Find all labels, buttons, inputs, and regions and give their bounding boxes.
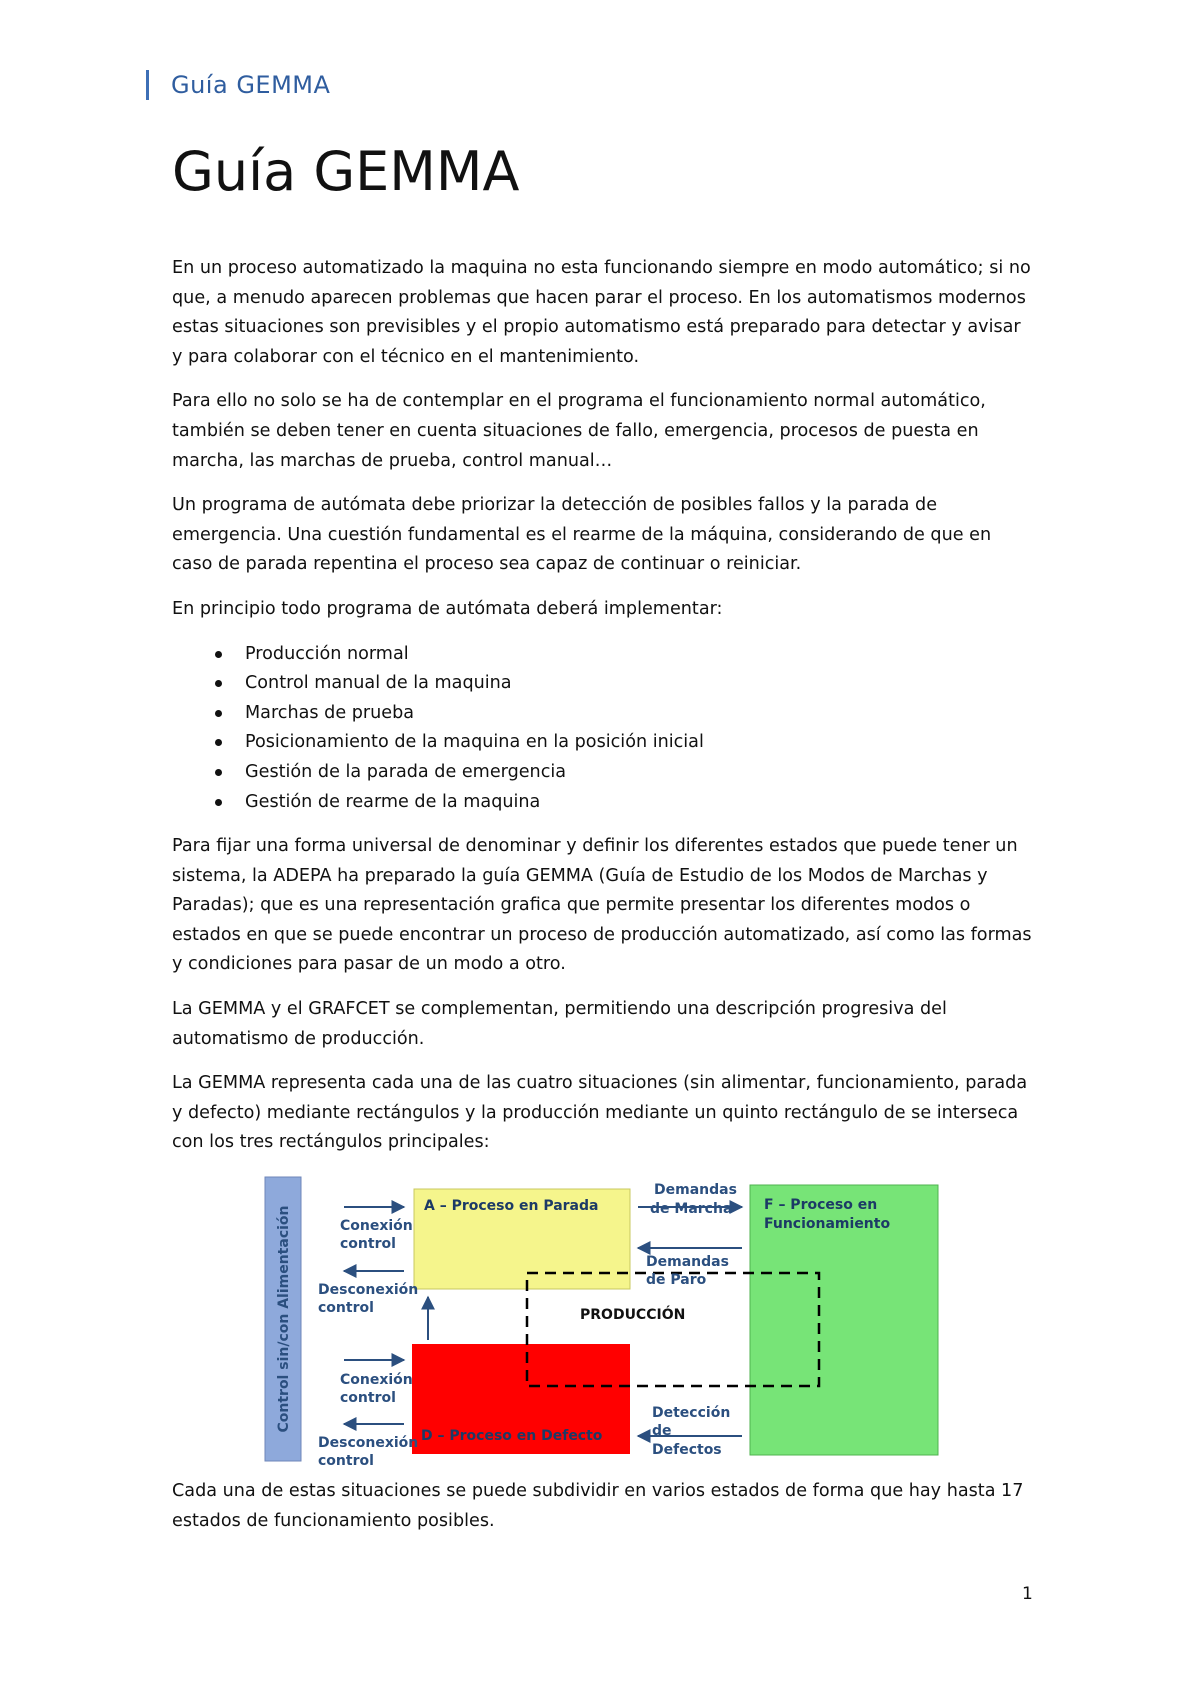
deteccion-line3: Defectos (652, 1442, 722, 1459)
box-d-label: D – Proceso en Defecto (421, 1428, 603, 1445)
header-accent-bar (146, 70, 149, 100)
list-item: Gestión de la parada de emergencia (172, 758, 1032, 788)
desconexion-top-line1: Desconexión (318, 1282, 419, 1299)
bullet-icon (215, 799, 222, 806)
demandas-paro-line1: Demandas (646, 1254, 729, 1271)
desconexion-bottom-line1: Desconexión (318, 1435, 419, 1452)
list-item: Marchas de prueba (172, 699, 1032, 729)
box-f-label-line2: Funcionamiento (764, 1216, 891, 1233)
bullet-icon (215, 680, 222, 687)
box-f-label-line1: F – Proceso en (764, 1197, 878, 1214)
conexion-top-line2: control (340, 1236, 396, 1253)
box-a-label: A – Proceso en Parada (424, 1198, 599, 1215)
running-header (146, 70, 330, 100)
list-item: Control manual de la maquina (172, 669, 1032, 699)
requirements-list (172, 640, 1032, 818)
deteccion-line1: Detección (652, 1405, 731, 1422)
gemma-diagram (262, 1173, 942, 1465)
paragraph: Para fijar una forma universal de denominar y definir los diferentes estados que puede tener un sistema, la ADEPA ha preparado la guía GEMMA (Guía de Estudio de los Modos de Marchas y Paradas); que es una representación grafica que permite presentar los diferentes modos o estados en que se puede encontrar un proceso de producción automatizado, así como las formas y condiciones para pasar de un modo a otro. (172, 836, 1032, 975)
paragraph: En principio todo programa de autómata deberá implementar: (172, 598, 723, 619)
document-body (172, 254, 1032, 1551)
bullet-icon (215, 710, 222, 717)
desconexion-top-line2: control (318, 1300, 374, 1317)
conexion-bottom-line1: Conexión (340, 1372, 413, 1389)
paragraph: La GEMMA representa cada una de las cuatro situaciones (sin alimentar, funcionamiento, parada y defecto) mediante rectángulos y la producción mediante un quinto rectángulo de se interseca con los tres rectángulos principales: (172, 1073, 1028, 1153)
list-item: Posicionamiento de la maquina en la posición inicial (172, 728, 1032, 758)
paragraph: Para ello no solo se ha de contemplar en el programa el funcionamiento normal automático, también se deben tener en cuenta situaciones de fallo, emergencia, procesos de puesta en marcha, las marchas de prueba, control manual… (172, 391, 986, 471)
side-power-label: Control sin/con Alimentación (276, 1205, 292, 1433)
paragraph: Un programa de autómata debe priorizar la detección de posibles fallos y la parada de emergencia. Una cuestión fundamental es el rearme de la máquina, considerando de que en caso de parada repentina el proceso sea capaz de continuar o reiniciar. (172, 495, 992, 575)
desconexion-bottom-line2: control (318, 1453, 374, 1466)
document-title: Guía GEMMA (172, 140, 520, 203)
demandas-paro-line2: de Paro (646, 1272, 707, 1289)
paragraph: Cada una de estas situaciones se puede subdividir en varios estados de forma que hay hasta 17 estados de funcionamiento posibles. (172, 1481, 1024, 1531)
page-number: 1 (1022, 1584, 1033, 1604)
demandas-marcha-line2: de Marcha (650, 1201, 733, 1218)
list-item: Producción normal (172, 640, 1032, 670)
deteccion-line2: de (652, 1423, 672, 1440)
conexion-top-line1: Conexión (340, 1218, 413, 1235)
list-item: Gestión de rearme de la maquina (172, 788, 1032, 818)
demandas-marcha-line1: Demandas (654, 1182, 737, 1199)
paragraph: La GEMMA y el GRAFCET se complementan, permitiendo una descripción progresiva del automatismo de producción. (172, 999, 947, 1049)
header-title: Guía GEMMA (171, 71, 331, 99)
bullet-icon (215, 739, 222, 746)
bullet-icon (215, 651, 222, 658)
paragraph: En un proceso automatizado la maquina no esta funcionando siempre en modo automático; si no que, a menudo aparecen problemas que hacen parar el proceso. En los automatismos modernos estas situaciones son previsibles y el propio automatismo está preparado para detectar y avisar y para colaborar con el técnico en el mantenimiento. (172, 258, 1031, 367)
bullet-icon (215, 769, 222, 776)
production-label: PRODUCCIÓN (580, 1307, 686, 1324)
conexion-bottom-line2: control (340, 1390, 396, 1407)
